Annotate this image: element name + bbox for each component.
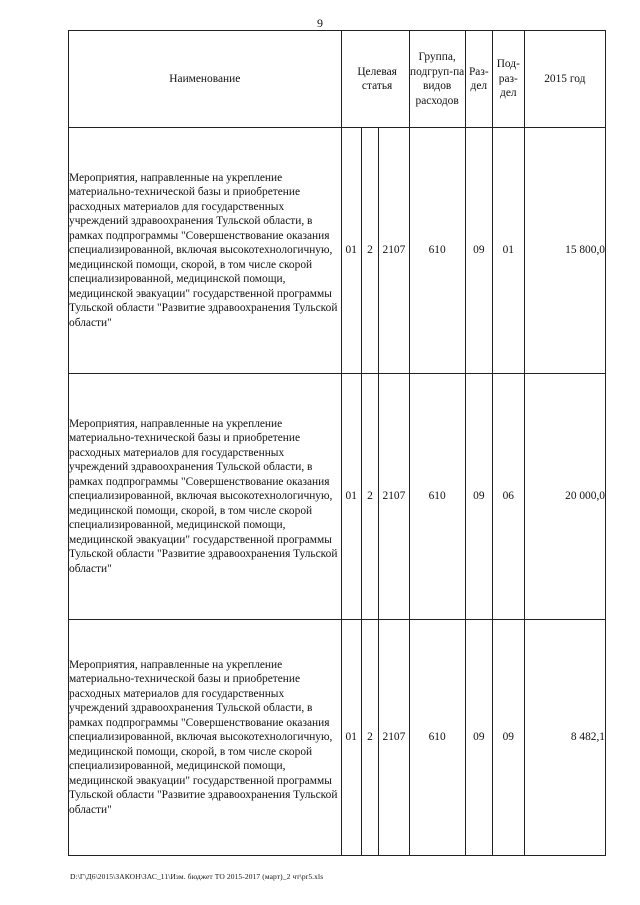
table-row [69,128,606,374]
table-row [69,620,606,856]
row-target-code: 2107 [379,374,410,620]
row-subsection: 09 [493,620,525,856]
header-section: Раз-дел [465,31,492,128]
row-amount: 20 000,0 [524,374,605,620]
header-year: 2015 год [524,31,605,128]
row-target-subprogram: 2 [361,620,378,856]
row-expense-group: 610 [409,620,465,856]
row-subsection: 01 [493,128,525,374]
row-name: Мероприятия, направленные на укрепление материально-технической базы и приобретение расходных материалов для государственных учреждений здравоохранения Тульской области, в рамках подпрограммы "Совершенствование оказания специализированной, включая высокотехнологичную, медицинской помощи, скорой, в том числе скорой специализированной, медицинской помощи, медицинской эвакуации" государственной программы Тульской области "Развитие здравоохранения Тульской области" [69,620,342,856]
row-target-code: 2107 [379,620,410,856]
row-section: 09 [465,374,492,620]
row-target-code: 2107 [379,128,410,374]
table-header-row [69,31,606,128]
row-target-subprogram: 2 [361,128,378,374]
header-target-article: Целевая статья [341,31,409,128]
row-amount: 15 800,0 [524,128,605,374]
row-target-program: 01 [341,620,361,856]
budget-table [68,30,606,856]
row-target-subprogram: 2 [361,374,378,620]
table-row [69,374,606,620]
row-section: 09 [465,620,492,856]
row-amount: 8 482,1 [524,620,605,856]
row-subsection: 06 [493,374,525,620]
row-name: Мероприятия, направленные на укрепление материально-технической базы и приобретение расходных материалов для государственных учреждений здравоохранения Тульской области, в рамках подпрограммы "Совершенствование оказания специализированной, включая высокотехнологичную, медицинской помощи, скорой, в том числе скорой специализированной, медицинской помощи, медицинской эвакуации" государственной программы Тульской области "Развитие здравоохранения Тульской области" [69,128,342,374]
row-target-program: 01 [341,128,361,374]
header-name: Наименование [69,31,342,128]
row-expense-group: 610 [409,128,465,374]
row-expense-group: 610 [409,374,465,620]
row-target-program: 01 [341,374,361,620]
row-name: Мероприятия, направленные на укрепление материально-технической базы и приобретение расходных материалов для государственных учреждений здравоохранения Тульской области, в рамках подпрограммы "Совершенствование оказания специализированной, включая высокотехнологичную, медицинской помощи, скорой, в том числе скорой специализированной, медицинской помощи, медицинской эвакуации" государственной программы Тульской области "Развитие здравоохранения Тульской области" [69,374,342,620]
footer-file-path: D:\Г\Д6\2015\ЗАКОН\ЗАС_11\Изм. бюджет ТО 2015-2017 (март)_2 чт\pr5.xls [70,872,324,881]
page-number: 9 [317,16,323,30]
row-section: 09 [465,128,492,374]
header-expense-group: Группа, подгруп-па видов расходов [409,31,465,128]
header-subsection: Под-раз-дел [493,31,525,128]
